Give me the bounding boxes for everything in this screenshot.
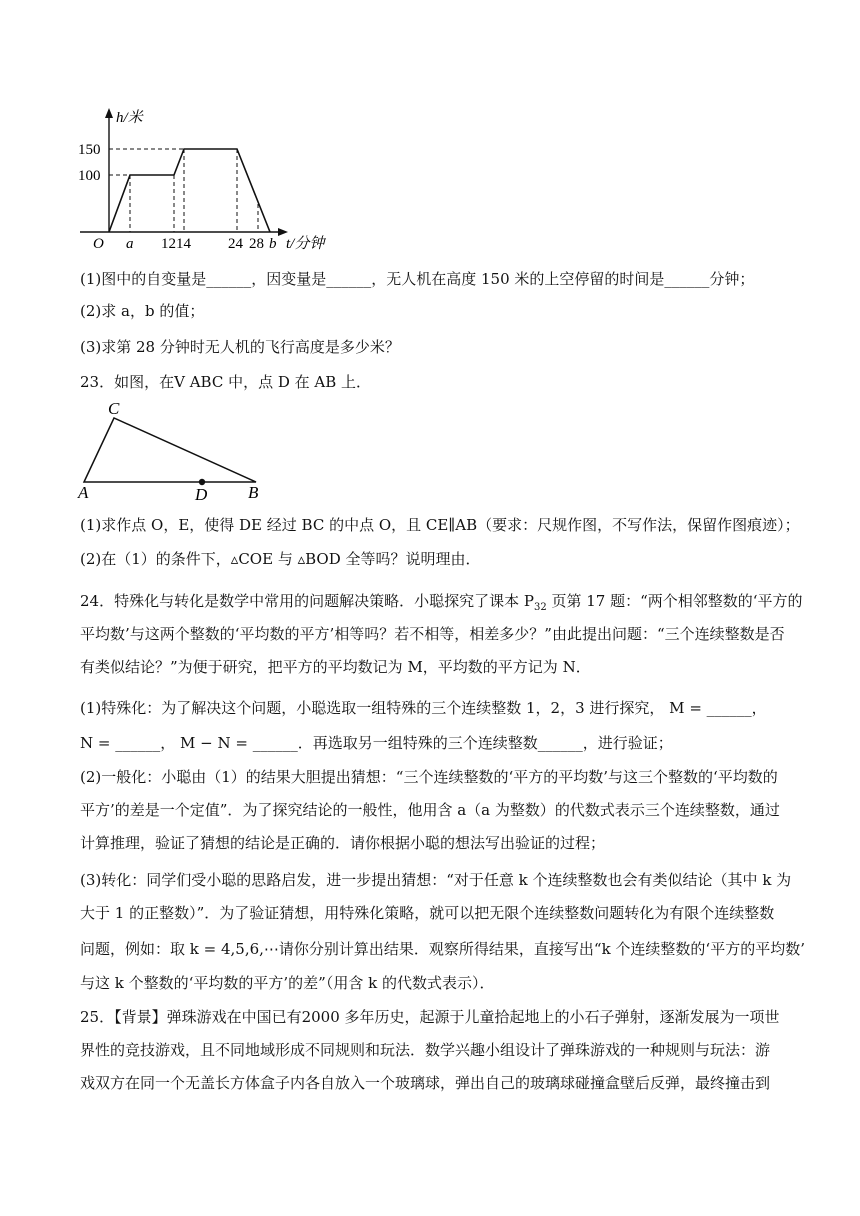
- q24-line10: 大于 1 的正整数）”．为了验证猜想，用特殊化策略，就可以把无限个连续整数问题转化为有限个连续整数: [80, 904, 775, 922]
- q24-page-sub: 32: [533, 602, 547, 613]
- flight-path: [109, 149, 270, 232]
- q22-part2: (2)求 a，b 的值；: [80, 302, 205, 320]
- x-tick-b: b: [269, 236, 277, 252]
- origin-label: O: [93, 236, 104, 252]
- q24-line1b: 页第 17 题：“两个相邻整数的‘平方的: [546, 592, 803, 610]
- q24-line2: 平均数’与这两个整数的‘平均数的平方’相等吗？若不相等，相差多少？”由此提出问题：“三个连续整数是否: [80, 625, 785, 643]
- x-axis-label: t/分钟: [286, 236, 325, 252]
- q24-line11: 问题，例如：取 k = 4,5,6,⋯请你分别计算出结果．观察所得结果，直接写出“k 个连续整数的‘平方的平均数’: [80, 940, 805, 958]
- q24-line4: (1)特殊化：为了解决这个问题，小聪选取一组特殊的三个连续整数 1，2，3 进行探究， M = ______，: [80, 699, 767, 717]
- label-c: C: [108, 399, 120, 418]
- q25-line2: 界性的竞技游戏，且不同地域形成不同规则和玩法．数学兴趣小组设计了弹珠游戏的一种规则与玩法：游: [80, 1041, 771, 1059]
- label-a: A: [78, 483, 89, 502]
- q24-line5: N = ______， M − N = ______．再选取另一组特殊的三个连续整数______，进行验证；: [80, 734, 673, 752]
- q24-line8: 计算推理，验证了猜想的结论是正确的．请你根据小聪的想法写出验证的过程；: [80, 834, 606, 852]
- label-b: B: [248, 483, 259, 502]
- q23-part1: (1)求作点 O，E，使得 DE 经过 BC 的中点 O，且 CE∥AB（要求：尺规作图，不写作法，保留作图痕迹）；: [80, 516, 800, 534]
- q23-stem: 23．如图，在V ABC 中，点 D 在 AB 上．: [80, 373, 372, 391]
- q24-line3: 有类似结论？”为便于研究，把平方的平均数记为 M，平均数的平方记为 N．: [80, 658, 591, 676]
- q23-part2: (2)在（1）的条件下，▵COE 与 ▵BOD 全等吗？说明理由．: [80, 550, 481, 568]
- q24-line1a: 24．特殊化与转化是数学中常用的问题解决策略．小聪探究了课本 P: [80, 592, 534, 610]
- q22-part1: (1)图中的自变量是______，因变量是______，无人机在高度 150 米的上空停留的时间是______分钟；: [80, 270, 755, 288]
- x-axis-arrow: [278, 228, 288, 236]
- y-tick-100: 100: [78, 168, 101, 184]
- q24-line6: (2)一般化：小聪由（1）的结果大胆提出猜想：“三个连续整数的‘平方的平均数’与这三个整数的‘平均数的: [80, 768, 778, 786]
- q24-line1: [80, 590, 803, 619]
- q24-line12: 与这 k 个整数的‘平均数的平方’的差”（用含 k 的代数式表示）．: [80, 974, 495, 992]
- q24-line9: (3)转化：同学们受小聪的思路启发，进一步提出猜想：“对于任意 k 个连续整数也会有类似结论（其中 k 为: [80, 871, 792, 889]
- x-tick-24: 24: [228, 236, 243, 252]
- y-axis-arrow: [105, 108, 113, 118]
- q22-part3: (3)求第 28 分钟时无人机的飞行高度是多少米？: [80, 338, 400, 356]
- x-tick-1214: 1214: [161, 236, 191, 252]
- x-tick-a: a: [126, 236, 134, 252]
- q25-line1: 25．【背景】弹珠游戏在中国已有2000 多年历史，起源于儿童拾起地上的小石子弹射，逐渐发展为一项世: [80, 1008, 780, 1026]
- triangle-abc-figure: [72, 398, 282, 503]
- y-axis-label: h/米: [116, 110, 143, 126]
- x-tick-28: 28: [249, 236, 264, 252]
- triangle-abc: [84, 418, 256, 482]
- y-tick-150: 150: [78, 142, 101, 158]
- q24-line7: 平方’的差是一个定值”．为了探究结论的一般性，他用含 a（a 为整数）的代数式表示三个连续整数，通过: [80, 801, 780, 819]
- height-time-graph: [72, 104, 342, 254]
- q25-line3: 戏双方在同一个无盖长方体盒子内各自放入一个玻璃球，弹出自己的玻璃球碰撞盒壁后反弹，最终撞击到: [80, 1074, 771, 1092]
- label-d: D: [195, 485, 208, 503]
